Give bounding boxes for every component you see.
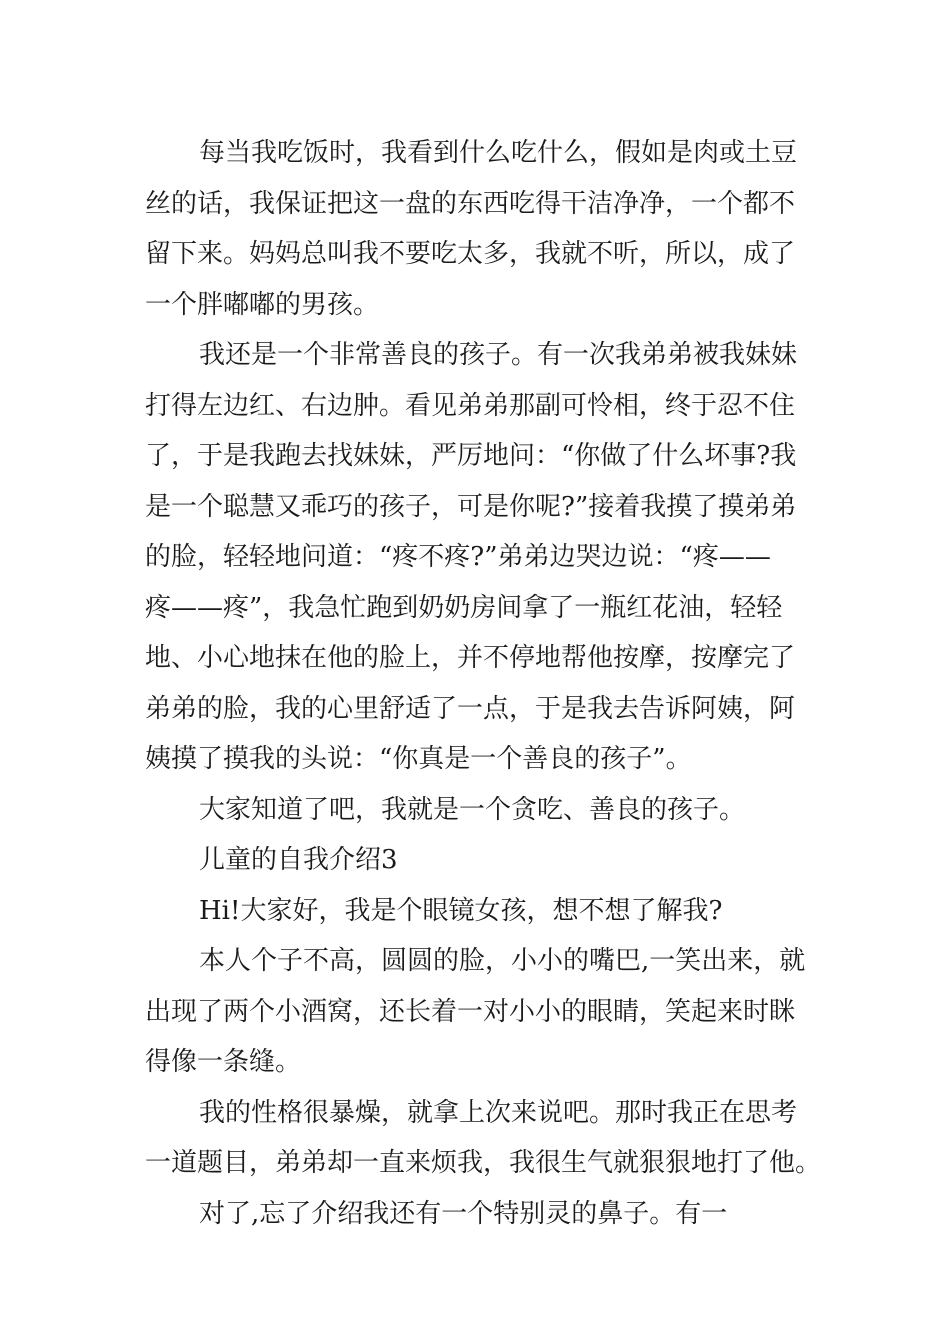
text-line: 丝的话，我保证把这一盘的东西吃得干洁净净，一个都不	[145, 188, 796, 219]
text-line: 本人个子不高，圆圆的脸，小小的嘴巴,一笑出来，就	[199, 946, 806, 976]
text-line: 对了,忘了介绍我还有一个特别灵的鼻子。有一	[199, 1198, 728, 1229]
text-line: 姨摸了摸我的头说：“你真是一个善良的孩子”。	[145, 744, 692, 774]
body-text	[145, 128, 822, 1239]
text-line: 的脸，轻轻地问道：“疼不疼?”弟弟边哭边说：“疼——	[145, 542, 771, 572]
text-line: Hi!大家好，我是个眼镜女孩，想不想了解我?	[199, 895, 723, 926]
text-line: 弟弟的脸，我的心里舒适了一点，于是我去告诉阿姨，阿	[145, 693, 796, 724]
text-line: 疼——疼”，我急忙跑到奶奶房间拿了一瓶红花油，轻轻	[145, 592, 783, 623]
text-line: 我还是一个非常善良的孩子。有一次我弟弟被我妹妹	[199, 340, 798, 370]
text-line: 大家知道了吧，我就是一个贪吃、善良的孩子。	[199, 794, 746, 825]
text-line: 每当我吃饭时，我看到什么吃什么，假如是肉或土豆	[199, 138, 798, 168]
text-line: 出现了两个小酒窝，还长着一对小小的眼睛，笑起来时眯	[145, 996, 796, 1027]
text-line: 一道题目，弟弟却一直来烦我，我很生气就狠狠地打了他。	[145, 1148, 822, 1178]
text-line: 得像一条缝。	[145, 1047, 302, 1077]
text-line: 打得左边红、右边肿。看见弟弟那副可怜相，终于忍不住	[145, 390, 796, 421]
text-line: 留下来。妈妈总叫我不要吃太多，我就不听，所以，成了	[145, 239, 796, 269]
section-heading: 儿童的自我介绍3	[199, 845, 398, 875]
text-line: 了，于是我跑去找妹妹，严厉地问：“你做了什么坏事?我	[145, 441, 797, 471]
text-line: 是一个聪慧又乖巧的孩子，可是你呢?”接着我摸了摸弟弟	[145, 491, 797, 522]
text-line: 一个胖嘟嘟的男孩。	[145, 289, 380, 320]
text-line: 地、小心地抹在他的脸上，并不停地帮他按摩，按摩完了	[145, 643, 796, 673]
text-line: 我的性格很暴燥，就拿上次来说吧。那时我正在思考	[199, 1097, 798, 1128]
